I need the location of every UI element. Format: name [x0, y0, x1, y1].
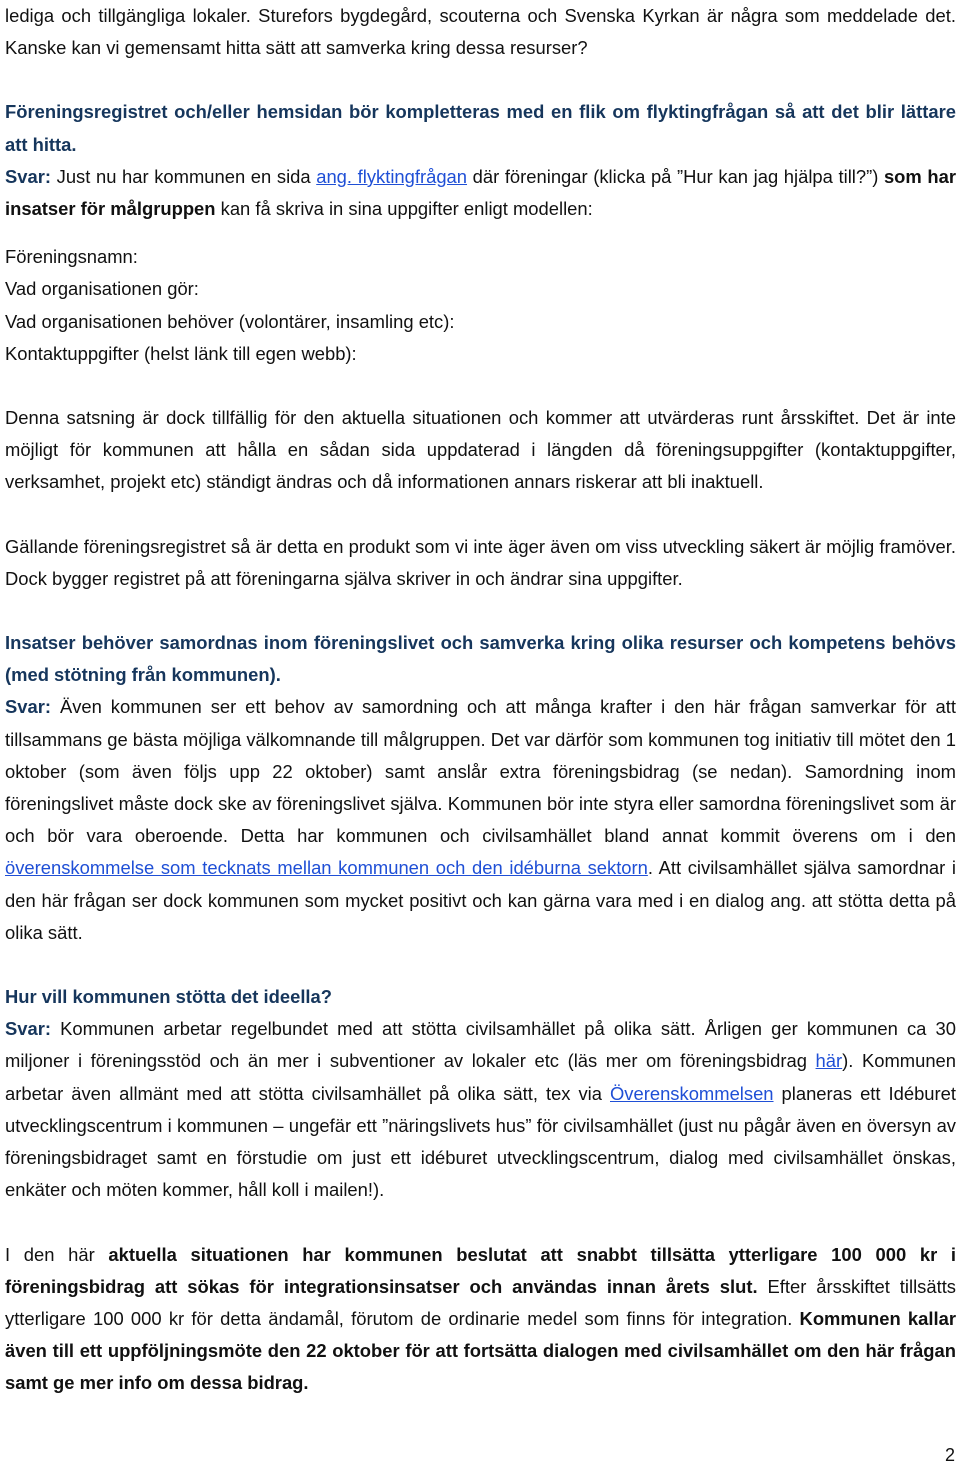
answer-text: kan få skriva in sina uppgifter enligt modellen:	[215, 198, 593, 220]
answer-text: där föreningar (klicka på ”Hur kan jag hjälpa till?”)	[467, 165, 884, 187]
question-support: Hur vill kommunen stötta det ideella?	[5, 986, 332, 1008]
paragraph-registry-question	[5, 96, 956, 160]
question-registry: Föreningsregistret och/eller hemsidan bör kompletteras med en flik om flyktingfrågan så att det blir lättare att hitta.	[5, 101, 956, 155]
paragraph-coordination-question	[5, 627, 956, 691]
answer-text: Kommunen arbetar regelbundet med att stötta civilsamhället på olika sätt. Årligen ger kommunen ca 30 miljoner i föreningsstöd och än mer i subventioner av lokaler etc (läs mer om föreningsbidrag	[5, 1018, 956, 1072]
link-overenskommelsen[interactable]: Överenskommelsen	[610, 1082, 774, 1104]
paragraph-coordination-answer	[5, 691, 956, 949]
paragraph-support-answer	[5, 1013, 956, 1206]
answer-text: planeras ett Idéburet utvecklingscentrum i kommunen – ungefär ett ”näringslivets hus” för civilsamhället (just nu pågår även en översyn av föreningsbidraget samt en förstudie om just ett idéburet utvecklingscentrum, dialog med civilsamhället önskas, enkäter och möten kommer, håll koll i mailen!).	[5, 1082, 956, 1201]
page-number: 2	[944, 1445, 955, 1465]
answer-label: Svar:	[5, 165, 52, 187]
form-line: Vad organisationen behöver (volontärer, insamling etc):	[5, 310, 455, 332]
answer-label: Svar:	[5, 696, 52, 718]
form-line: Vad organisationen gör:	[5, 278, 199, 300]
answer-bold: som har insatser för målgruppen	[5, 165, 956, 220]
link-flyktingfragan[interactable]: ang. flyktingfrågan	[316, 165, 468, 187]
intro-text: lediga och tillgängliga lokaler. Sturefors bygdegård, scouterna och Svenska Kyrkan är några som meddelade det. Kanske kan vi gemensamt hitta sätt att samverka kring dessa resurser?	[5, 5, 956, 59]
answer-text: . Att civilsamhället själva samordnar i den här frågan ser dock kommunen som mycket positivt och kan gärna vara med i en dialog ang. att stötta detta på olika sätt.	[5, 857, 956, 943]
answer-text: ). Kommunen arbetar även allmänt med att stötta civilsamhället på olika sätt, tex via	[5, 1050, 957, 1104]
paragraph-funding	[5, 1239, 956, 1400]
paragraph-registry-product: Gällande föreningsregistret så är detta en produkt som vi inte äger även om viss utveckling säkert är möjlig framöver. Dock bygger registret på att föreningarna själva skriver in och ändrar sina uppgifter.	[5, 535, 956, 589]
link-har[interactable]: här	[815, 1050, 843, 1072]
paragraph-support-question	[5, 981, 956, 1013]
funding-text: I den här	[5, 1243, 109, 1265]
funding-text: Efter årsskiftet tillsätts ytterligare 100 000 kr för detta ändamål, förutom de ordinarie medel som finns för integration.	[5, 1275, 956, 1329]
paragraph-temporary: Denna satsning är dock tillfällig för den aktuella situationen och kommer att utvärderas runt årsskiftet. Det är inte möjligt för kommunen att hålla en sådan sida uppdaterad i längden då föreningsuppgifter (kontaktuppgifter, verksamhet, projekt etc) ständigt ändras och då informationen annars riskerar att bli inaktuell.	[5, 407, 956, 493]
question-coordination: Insatser behöver samordnas inom föreningslivet och samverka kring olika resurser och kompetens behövs (med stötning från kommunen).	[5, 632, 956, 686]
form-line: Kontaktuppgifter (helst länk till egen webb):	[5, 342, 357, 364]
document-page	[5, 0, 956, 1400]
funding-bold: Kommunen kallar även till ett uppföljningsmöte den 22 oktober för att fortsätta dialogen med civilsamhället om den här frågan samt ge mer info om dessa bidrag.	[5, 1307, 956, 1394]
paragraph-intro	[5, 0, 956, 64]
answer-text: Även kommunen ser ett behov av samordning och att många krafter i den här frågan samverkar för att tillsammans ge bästa möjliga välkomnande till målgruppen. Det var därför som kommunen tog initiativ till mötet den 1 oktober (som även följs upp 22 oktober) samt anslår extra föreningsbidrag (se nedan). Samordning inom föreningslivet måste dock ske av föreningslivet själva. Kommunen bör inte styra eller samordna föreningslivet som är och bör vara oberoende. Detta har kommunen och civilsamhället bland annat kommit överens om i den	[5, 696, 956, 847]
paragraph-registry-answer	[5, 161, 956, 225]
link-overenskommelse-sektorn[interactable]: överenskommelse som tecknats mellan kommunen och den idéburna sektorn	[5, 857, 648, 879]
answer-text: Just nu har kommunen en sida	[51, 165, 317, 187]
answer-label: Svar:	[5, 1018, 52, 1040]
funding-bold: aktuella situationen har kommunen beslutat att snabbt tillsätta ytterligare 100 000 kr i föreningsbidrag att sökas för integrationsinsatser och användas innan årets slut.	[5, 1243, 957, 1297]
form-line: Föreningsnamn:	[5, 246, 138, 268]
